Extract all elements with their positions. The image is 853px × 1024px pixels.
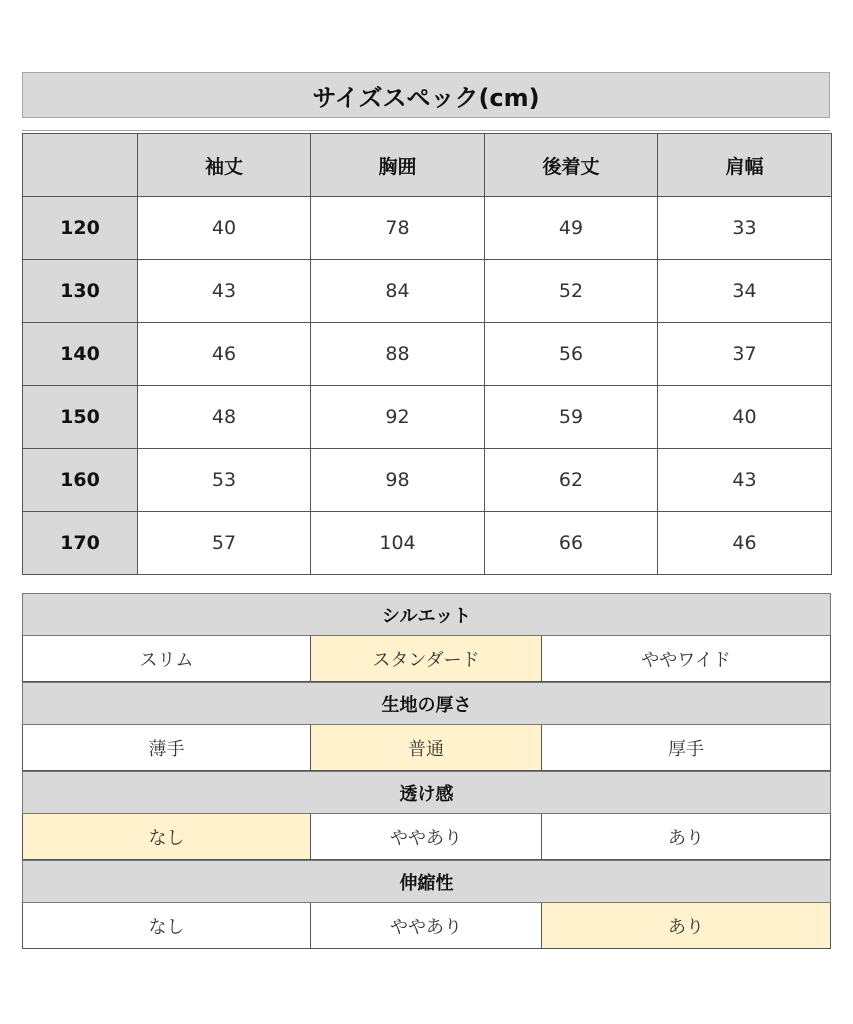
- attribute-heading-thickness: [22, 682, 831, 725]
- table-cell: 37: [658, 323, 832, 386]
- table-cell: 66: [485, 512, 658, 575]
- table-cell: 46: [658, 512, 832, 575]
- attribute-heading-text: シルエット: [381, 605, 472, 627]
- spec-header-row: [23, 134, 832, 197]
- table-cell: 43: [658, 449, 832, 512]
- table-cell: 46: [138, 323, 311, 386]
- column-header-chest: 胸囲: [311, 134, 485, 197]
- attribute-options-stretch: [22, 903, 831, 949]
- size-label: 170: [23, 512, 138, 575]
- table-row: [23, 386, 832, 449]
- option-slightly-wide: ややワイド: [542, 636, 831, 682]
- table-row: [23, 323, 832, 386]
- table-cell: 56: [485, 323, 658, 386]
- table-cell: 43: [138, 260, 311, 323]
- table-cell: 40: [138, 197, 311, 260]
- table-cell: 104: [311, 512, 485, 575]
- title-divider: [22, 130, 830, 131]
- table-row: [23, 512, 832, 575]
- option-thin: 薄手: [22, 725, 311, 771]
- size-label: 120: [23, 197, 138, 260]
- attribute-heading-stretch: [22, 860, 831, 903]
- table-cell: 34: [658, 260, 832, 323]
- table-cell: 53: [138, 449, 311, 512]
- table-row: [23, 449, 832, 512]
- table-cell: 33: [658, 197, 832, 260]
- option-yes: あり: [542, 903, 831, 949]
- attribute-chart: [22, 593, 831, 949]
- table-cell: 52: [485, 260, 658, 323]
- size-spec-title: [22, 72, 830, 118]
- table-cell: 78: [311, 197, 485, 260]
- attribute-options-sheerness: [22, 814, 831, 860]
- table-row: [23, 197, 832, 260]
- option-standard: スタンダード: [311, 636, 542, 682]
- attribute-heading-text: 伸縮性: [399, 872, 454, 894]
- table-cell: 84: [311, 260, 485, 323]
- size-label: 160: [23, 449, 138, 512]
- size-spec-table: [22, 133, 832, 575]
- column-header-sleeve: 袖丈: [138, 134, 311, 197]
- size-spec-title-text: サイズスペック(cm): [312, 83, 540, 112]
- table-cell: 62: [485, 449, 658, 512]
- table-cell: 49: [485, 197, 658, 260]
- option-slightly: ややあり: [311, 903, 542, 949]
- table-cell: 40: [658, 386, 832, 449]
- table-cell: 98: [311, 449, 485, 512]
- table-cell: 48: [138, 386, 311, 449]
- table-cell: 57: [138, 512, 311, 575]
- attribute-heading-sheerness: [22, 771, 831, 814]
- option-slightly: ややあり: [311, 814, 542, 860]
- spec-corner-cell: [23, 134, 138, 197]
- option-normal: 普通: [311, 725, 542, 771]
- option-slim: スリム: [22, 636, 311, 682]
- table-cell: 59: [485, 386, 658, 449]
- column-header-shoulder: 肩幅: [658, 134, 832, 197]
- attribute-options-silhouette: [22, 636, 831, 682]
- attribute-heading-silhouette: [22, 593, 831, 636]
- attribute-heading-text: 透け感: [399, 783, 454, 805]
- attribute-options-thickness: [22, 725, 831, 771]
- size-label: 150: [23, 386, 138, 449]
- table-row: [23, 260, 832, 323]
- size-label: 130: [23, 260, 138, 323]
- size-label: 140: [23, 323, 138, 386]
- option-yes: あり: [542, 814, 831, 860]
- option-thick: 厚手: [542, 725, 831, 771]
- option-none: なし: [22, 903, 311, 949]
- column-header-back-length: 後着丈: [485, 134, 658, 197]
- table-cell: 88: [311, 323, 485, 386]
- option-none: なし: [22, 814, 311, 860]
- table-cell: 92: [311, 386, 485, 449]
- attribute-heading-text: 生地の厚さ: [381, 694, 472, 716]
